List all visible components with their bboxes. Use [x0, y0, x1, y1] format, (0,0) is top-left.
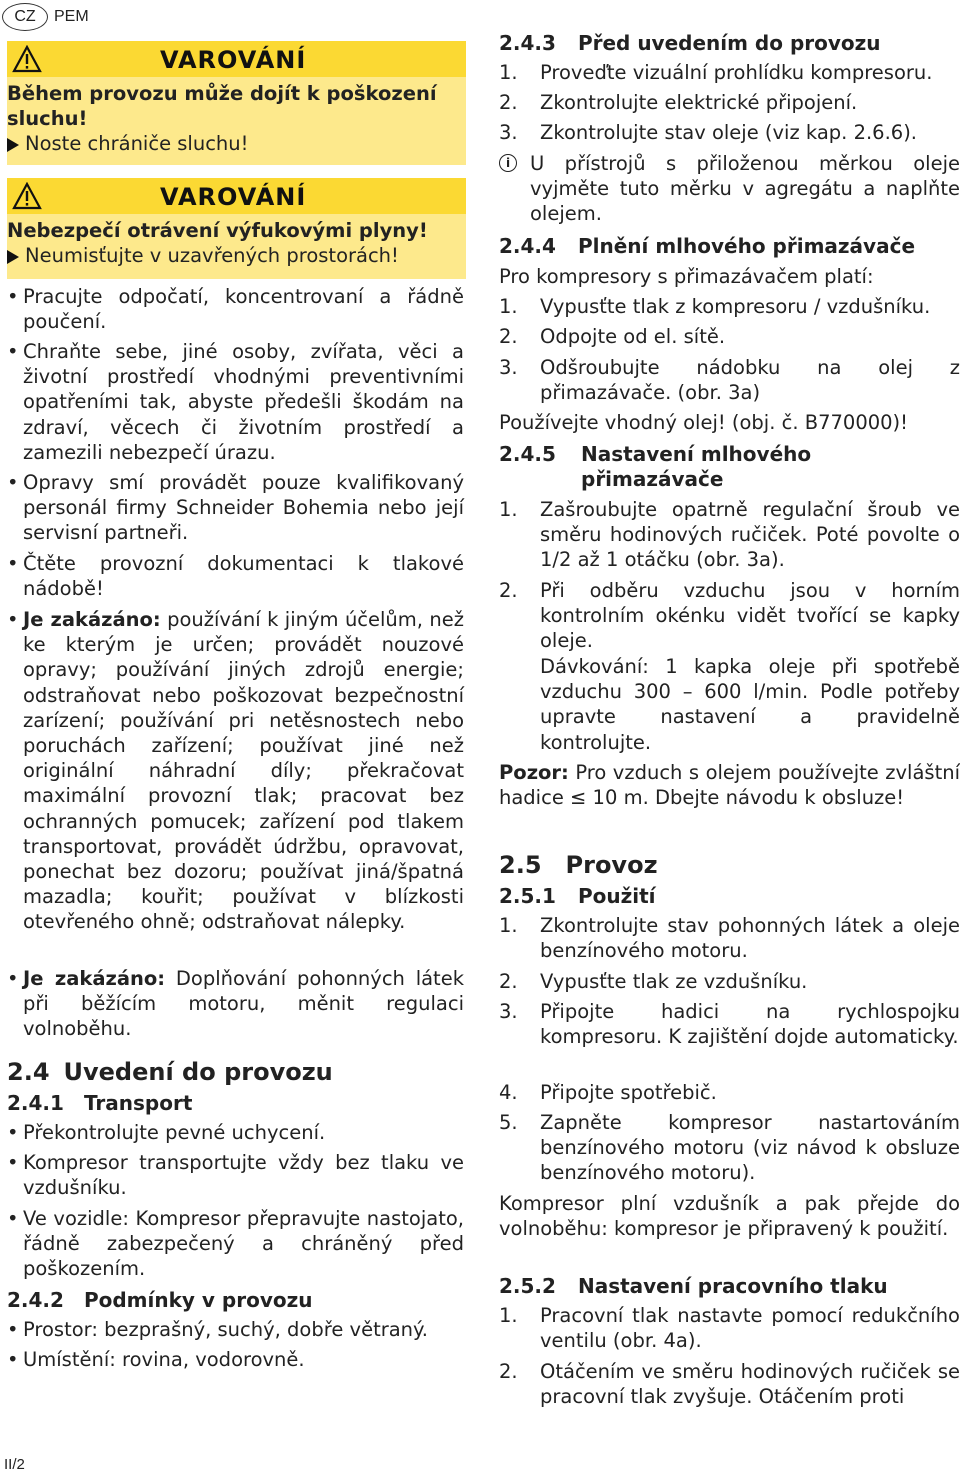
list-item-text: Zkontrolujte stav pohonných látek a oleje benzínového motoru.	[540, 914, 960, 963]
warning-action-text: Neumisťujte v uzavřených prostorách!	[25, 244, 399, 267]
item-number: 3.	[499, 1000, 518, 1023]
list-item-text: Čtěte provozní dokumentaci k tlakové nádobě!	[23, 552, 464, 601]
list-item-text: Chraňte sebe, jiné osoby, zvířata, věci a životní prostředí vhodnými preventivními opatřeními tak, abyste předešli škodám na zdraví, věcech či životním prostředí a zamezili nebezpečí úrazu.	[23, 340, 464, 464]
bullet-icon: •	[7, 552, 19, 575]
numbered-item	[499, 90, 960, 115]
page-number: II/2	[4, 1456, 25, 1473]
subsection-heading	[499, 884, 656, 908]
list-item-text: Umístění: rovina, vodorovně.	[23, 1348, 305, 1371]
caution-text: Pro vzduch s olejem používejte zvláštní hadice ≤ 10 m. Dbejte návodu k obsluze!	[499, 761, 960, 810]
subsection-heading	[7, 1288, 312, 1312]
section-title: Podmínky v provozu	[83, 1288, 313, 1312]
list-item-text: Připojte spotřebič.	[540, 1081, 717, 1104]
section-heading	[499, 851, 658, 879]
bullet-icon: •	[7, 1151, 19, 1174]
section-number: 2.5.1	[499, 884, 556, 908]
warning-action	[7, 243, 466, 268]
arrow-right-icon	[7, 250, 19, 264]
forbidden-label: Je zakázáno:	[23, 967, 166, 990]
list-item	[7, 1150, 464, 1200]
numbered-item	[499, 969, 960, 994]
forbidden-text: používání k jiným účelům, než ke kterým je určen; provádět nouzové opravy; používání jiných zdrojů energie; odstraňovat nebo poškozovat bezpečnostní zarízení; používání pri netěsnostech nebo poruchách zařízení; používat jiné než originální náhradní díly; překračovat maximální provozní tlak; pracovat bez ochranných pomucek; zařízení pod tlakem transportovat, provádět údržbu, opravovat, ponechat bez dozoru; používat jiná/špatná mazadla; kouřit; používat v blízkosti otevřeného ohně; odstraňovat nálepky.	[23, 608, 464, 934]
section-number: 2.5.2	[499, 1274, 556, 1298]
bullet-icon: •	[7, 1348, 19, 1371]
section-title: Nastavení mlhového přimazávače	[581, 442, 812, 491]
warning-box-exhaust	[7, 178, 466, 279]
warning-triangle-icon	[12, 182, 42, 210]
item-number: 3.	[499, 356, 518, 379]
list-item-text: Vypusťte tlak z kompresoru / vzdušníku.	[540, 295, 931, 318]
paragraph: Kompresor plní vzdušník a pak přejde do volnoběhu: kompresor je připravený k použití.	[499, 1192, 960, 1241]
list-item-text: Zkontrolujte stav oleje (viz kap. 2.6.6).	[540, 121, 917, 144]
bullet-icon: •	[7, 471, 19, 494]
subsection-heading	[7, 1091, 192, 1115]
item-number: 1.	[499, 498, 518, 521]
warning-box-hearing	[7, 41, 466, 165]
warning-title: VAROVÁNÍ	[160, 183, 307, 211]
paragraph: Dávkování: 1 kapka oleje při spotřebě vzduchu 300 – 600 l/min. Podle potřeby upravte nastavení a pravidelně kontrolujte.	[540, 655, 960, 754]
list-item-text: Prostor: bezprašný, suchý, dobře větraný.	[23, 1318, 428, 1341]
caution-label: Pozor:	[499, 761, 569, 784]
list-item	[7, 284, 464, 334]
list-item	[7, 470, 464, 546]
subsection-heading	[499, 1274, 888, 1298]
item-number: 2.	[499, 91, 518, 114]
numbered-item	[499, 497, 960, 573]
numbered-item	[499, 355, 960, 405]
list-item	[7, 1206, 464, 1282]
list-item	[7, 1347, 464, 1372]
section-title: Použití	[577, 884, 656, 908]
list-item-text: Připojte hadici na rychlospojku kompresoru. K zajištění dojde automaticky.	[540, 1000, 960, 1049]
left-column	[7, 0, 464, 1476]
forbidden-label: Je zakázáno:	[23, 608, 161, 631]
section-number: 2.5	[499, 851, 542, 879]
list-item-text: Odpojte od el. sítě.	[540, 325, 726, 348]
list-item-text: Odšroubujte nádobku na olej z přimazávače. (obr. 3a)	[540, 356, 960, 405]
numbered-item	[499, 120, 960, 145]
list-item-text: Při odběru vzduchu jsou v horním kontrolním okénku vidět tvořící se kapky oleje.	[540, 579, 960, 653]
bullet-icon: •	[7, 285, 19, 308]
item-number: 5.	[499, 1111, 518, 1134]
list-item-text: Vypusťte tlak ze vzdušníku.	[540, 970, 808, 993]
list-item-text: Zašroubujte opatrně regulační šroub ve směru hodinových ručiček. Poté povolte o 1/2 až 1 otáčku (obr. 3a).	[540, 498, 960, 572]
item-number: 1.	[499, 914, 518, 937]
item-number: 2.	[499, 325, 518, 348]
list-item-text: Proveďte vizuální prohlídku kompresoru.	[540, 61, 933, 84]
bullet-icon: •	[7, 967, 19, 990]
numbered-item	[499, 1303, 960, 1353]
warning-text: Nebezpečí otrávení výfukovými plyny!	[7, 219, 428, 242]
numbered-item	[499, 578, 960, 654]
list-item-text: Pracovní tlak nastavte pomocí redukčního ventilu (obr. 4a).	[540, 1304, 960, 1353]
caution-note	[499, 760, 960, 810]
right-column	[499, 0, 960, 1476]
bullet-icon: •	[7, 1121, 19, 1144]
warning-action-text: Noste chrániče sluchu!	[25, 132, 249, 155]
item-number: 4.	[499, 1081, 518, 1104]
info-note	[499, 151, 960, 227]
numbered-item	[499, 999, 960, 1049]
section-number: 2.4.2	[7, 1288, 64, 1312]
section-number: 2.4	[7, 1058, 50, 1086]
info-text: U přístrojů s přiloženou měrkou oleje vyjměte tuto měrku v agregátu a naplňte olejem.	[530, 152, 960, 226]
warning-body	[7, 77, 466, 160]
numbered-item	[499, 913, 960, 963]
item-number: 2.	[499, 970, 518, 993]
numbered-item	[499, 1080, 960, 1105]
list-item-text: Zapněte kompresor nastartováním benzínového motoru (viz návod k obsluze benzínového motoru).	[540, 1111, 960, 1185]
numbered-item	[499, 60, 960, 85]
numbered-item	[499, 294, 960, 319]
warning-title: VAROVÁNÍ	[160, 46, 307, 74]
item-number: 3.	[499, 121, 518, 144]
forbidden-item	[7, 966, 464, 1042]
arrow-right-icon	[7, 138, 19, 152]
list-item-text: Otáčením ve směru hodinových ručiček se pracovní tlak zvyšuje. Otáčením proti	[540, 1360, 960, 1409]
section-title: Nastavení pracovního tlaku	[577, 1274, 888, 1298]
list-item-text: Ve vozidle: Kompresor přepravujte nastojato, řádně zabezpečený a chráněný před poškozením.	[23, 1207, 464, 1281]
numbered-item	[499, 1110, 960, 1186]
item-number: 1.	[499, 1304, 518, 1327]
list-item-text: Překontrolujte pevné uchycení.	[23, 1121, 326, 1144]
numbered-item	[499, 324, 960, 349]
section-title: Transport	[83, 1091, 193, 1115]
item-number: 2.	[499, 1360, 518, 1383]
subsection-heading	[499, 234, 915, 258]
section-number: 2.4.4	[499, 234, 556, 258]
bullet-icon: •	[7, 340, 19, 363]
section-number: 2.4.3	[499, 31, 556, 55]
subsection-heading	[499, 442, 821, 492]
list-item-text: Pracujte odpočatí, koncentrovaní a řádně poučení.	[23, 285, 464, 334]
section-title: Před uvedením do provozu	[577, 31, 881, 55]
list-item	[7, 551, 464, 601]
warning-triangle-icon	[12, 45, 42, 73]
warning-text: Během provozu může dojít k poškození sluchu!	[7, 82, 437, 130]
list-item-text: Opravy smí provádět pouze kvalifikovaný personál firmy Schneider Bohemia nebo její servisní partneři.	[23, 471, 464, 545]
bullet-icon: •	[7, 1318, 19, 1341]
forbidden-text: Doplňování pohonných látek při běžícím motoru, měnit regulaci volnoběhu.	[23, 967, 464, 1041]
list-item-text: Zkontrolujte elektrické připojení.	[540, 91, 858, 114]
warning-action	[7, 131, 466, 156]
paragraph: Pro kompresory s přimazávačem platí:	[499, 265, 874, 288]
item-number: 2.	[499, 579, 518, 602]
numbered-item	[499, 1359, 960, 1409]
brand-label: PEM	[54, 8, 89, 25]
section-heading	[7, 1058, 333, 1086]
paragraph: Používejte vhodný olej! (obj. č. B770000)!	[499, 411, 908, 434]
section-title: Uvedení do provozu	[63, 1058, 333, 1086]
section-number: 2.4.1	[7, 1091, 64, 1115]
item-number: 1.	[499, 61, 518, 84]
info-icon: i	[499, 154, 517, 172]
forbidden-item	[7, 607, 464, 935]
warning-header	[7, 41, 466, 77]
warning-header	[7, 178, 466, 214]
list-item	[7, 1317, 464, 1342]
warning-body	[7, 214, 466, 272]
section-number: 2.4.5	[499, 442, 556, 466]
section-title: Provoz	[565, 851, 658, 879]
bullet-icon: •	[7, 1207, 19, 1230]
subsection-heading	[499, 31, 881, 55]
list-item	[7, 339, 464, 465]
list-item-text: Kompresor transportujte vždy bez tlaku ve vzdušníku.	[23, 1151, 464, 1200]
bullet-icon: •	[7, 608, 19, 631]
item-number: 1.	[499, 295, 518, 318]
list-item	[7, 1120, 464, 1145]
country-badge: CZ	[2, 3, 48, 31]
section-title: Plnění mlhového přimazávače	[577, 234, 916, 258]
